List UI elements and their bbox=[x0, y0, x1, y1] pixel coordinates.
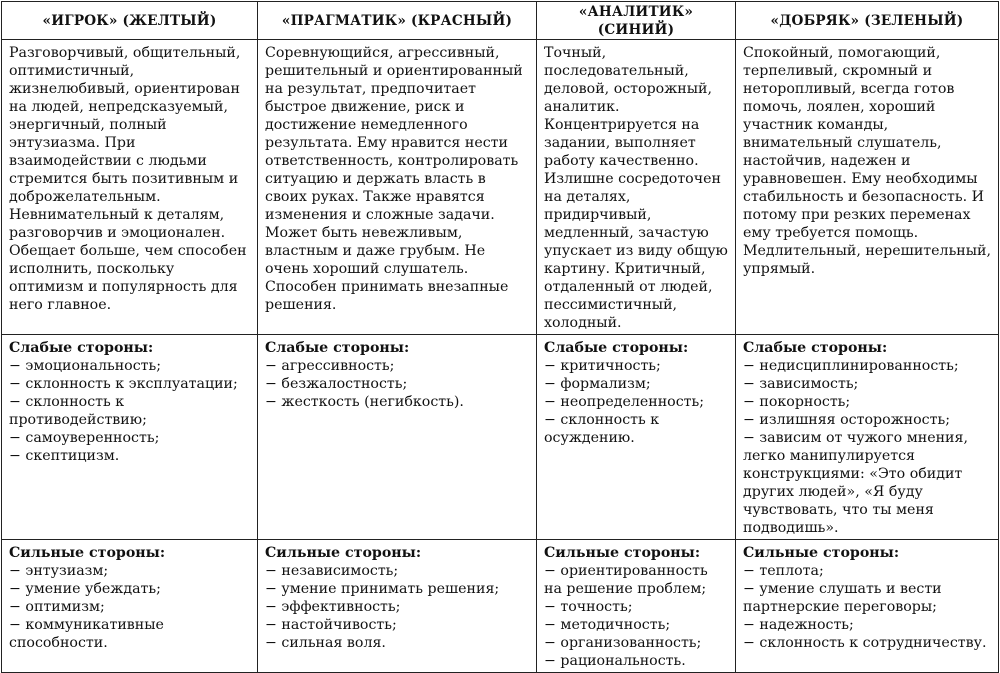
list-item: − независимость; bbox=[265, 562, 530, 580]
list-item: − энтузиазм; bbox=[9, 562, 251, 580]
list-item: − зависим от чужого мнения, легко манипулируется конструкциями: «Это обидит других людей», «Я буду чувствовать, что ты меня подводишь». bbox=[743, 429, 992, 537]
strengths-player bbox=[2, 540, 258, 673]
weaknesses-analyst bbox=[537, 335, 736, 540]
list-item: − организованность; bbox=[544, 634, 729, 652]
list-item: − скептицизм. bbox=[9, 447, 251, 465]
list-item: − жесткость (негибкость). bbox=[265, 393, 530, 411]
header-row bbox=[2, 2, 999, 40]
list-item: − сильная воля. bbox=[265, 634, 530, 652]
weaknesses-row bbox=[2, 335, 999, 540]
weaknesses-title: Слабые стороны: bbox=[743, 340, 888, 356]
list-item: − самоуверенность; bbox=[9, 429, 251, 447]
list-item: − недисциплинированность; bbox=[743, 357, 992, 375]
description-kind: Спокойный, помогающий, терпеливый, скромный и неторопливый, всегда готов помочь, лоялен, хороший участник команды, внимательный слушатель, настойчив, надежен и уравновешен. Ему необходимы стабильность и безопасность. И потому при резких переменах ему требуется помощь. Медлительный, нерешительный, упрямый. bbox=[736, 40, 999, 335]
header-player: «ИГРОК» (ЖЕЛТЫЙ) bbox=[2, 2, 258, 40]
weaknesses-player bbox=[2, 335, 258, 540]
weaknesses-title: Слабые стороны: bbox=[544, 340, 689, 356]
description-analyst: Точный, последовательный, деловой, осторожный, аналитик. Концентрируется на задании, выполняет работу качественно. Излишне сосредоточен на деталях, придирчивый, медленный, зачастую упускает из виду общую картину. Критичный, отдаленный от людей, пессимистичный, холодный. bbox=[537, 40, 736, 335]
personality-types-table bbox=[1, 1, 999, 673]
strengths-analyst bbox=[537, 540, 736, 673]
weaknesses-title: Слабые стороны: bbox=[265, 340, 410, 356]
weaknesses-pragmatist bbox=[258, 335, 537, 540]
list-item: − излишняя осторожность; bbox=[743, 411, 992, 429]
list-item: − покорность; bbox=[743, 393, 992, 411]
strengths-pragmatist bbox=[258, 540, 537, 673]
header-pragmatist: «ПРАГМАТИК» (КРАСНЫЙ) bbox=[258, 2, 537, 40]
list-item: − зависимость; bbox=[743, 375, 992, 393]
strengths-row bbox=[2, 540, 999, 673]
strengths-title: Сильные стороны: bbox=[743, 545, 900, 561]
list-item: − склонность к осуждению. bbox=[544, 411, 729, 447]
list-item: − склонность к эксплуатации; bbox=[9, 375, 251, 393]
list-item: − настойчивость; bbox=[265, 616, 530, 634]
list-item: − теплота; bbox=[743, 562, 992, 580]
list-item: − безжалостность; bbox=[265, 375, 530, 393]
list-item: − методичность; bbox=[544, 616, 729, 634]
strengths-kind bbox=[736, 540, 999, 673]
list-item: − умение убеждать; bbox=[9, 580, 251, 598]
list-item: − эффективность; bbox=[265, 598, 530, 616]
list-item: − склонность к сотрудничеству. bbox=[743, 634, 992, 652]
list-item: − умение принимать решения; bbox=[265, 580, 530, 598]
weaknesses-title: Слабые стороны: bbox=[9, 340, 154, 356]
list-item: − склонность к противодействию; bbox=[9, 393, 251, 429]
list-item: − точность; bbox=[544, 598, 729, 616]
description-player: Разговорчивый, общительный, оптимистичный, жизнелюбивый, ориентирован на людей, непредсказуемый, энергичный, полный энтузиазма. При взаимодействии с людьми стремится быть позитивным и доброжелательным. Невнимательный к деталям, разговорчив и эмоционален. Обещает больше, чем способен исполнить, поскольку оптимизм и популярность для него главное. bbox=[2, 40, 258, 335]
list-item: − критичность; bbox=[544, 357, 729, 375]
header-analyst: «АНАЛИТИК» (СИНИЙ) bbox=[537, 2, 736, 40]
list-item: − ориентированность на решение проблем; bbox=[544, 562, 729, 598]
list-item: − коммуникативные способности. bbox=[9, 616, 251, 652]
strengths-title: Сильные стороны: bbox=[265, 545, 422, 561]
list-item: − умение слушать и вести партнерские переговоры; bbox=[743, 580, 992, 616]
list-item: − рациональность. bbox=[544, 652, 729, 670]
strengths-title: Сильные стороны: bbox=[544, 545, 701, 561]
list-item: − агрессивность; bbox=[265, 357, 530, 375]
list-item: − надежность; bbox=[743, 616, 992, 634]
strengths-title: Сильные стороны: bbox=[9, 545, 166, 561]
weaknesses-kind bbox=[736, 335, 999, 540]
description-row bbox=[2, 40, 999, 335]
description-pragmatist: Соревнующийся, агрессивный, решительный и ориентированный на результат, предпочитает быстрое движение, риск и достижение немедленного результата. Ему нравится нести ответственность, контролировать ситуацию и держать власть в своих руках. Также нравятся изменения и сложные задачи. Может быть невежливым, властным и даже грубым. Не очень хороший слушатель. Способен принимать внезапные решения. bbox=[258, 40, 537, 335]
list-item: − формализм; bbox=[544, 375, 729, 393]
list-item: − эмоциональность; bbox=[9, 357, 251, 375]
header-kind: «ДОБРЯК» (ЗЕЛЕНЫЙ) bbox=[736, 2, 999, 40]
list-item: − оптимизм; bbox=[9, 598, 251, 616]
list-item: − неопределенность; bbox=[544, 393, 729, 411]
